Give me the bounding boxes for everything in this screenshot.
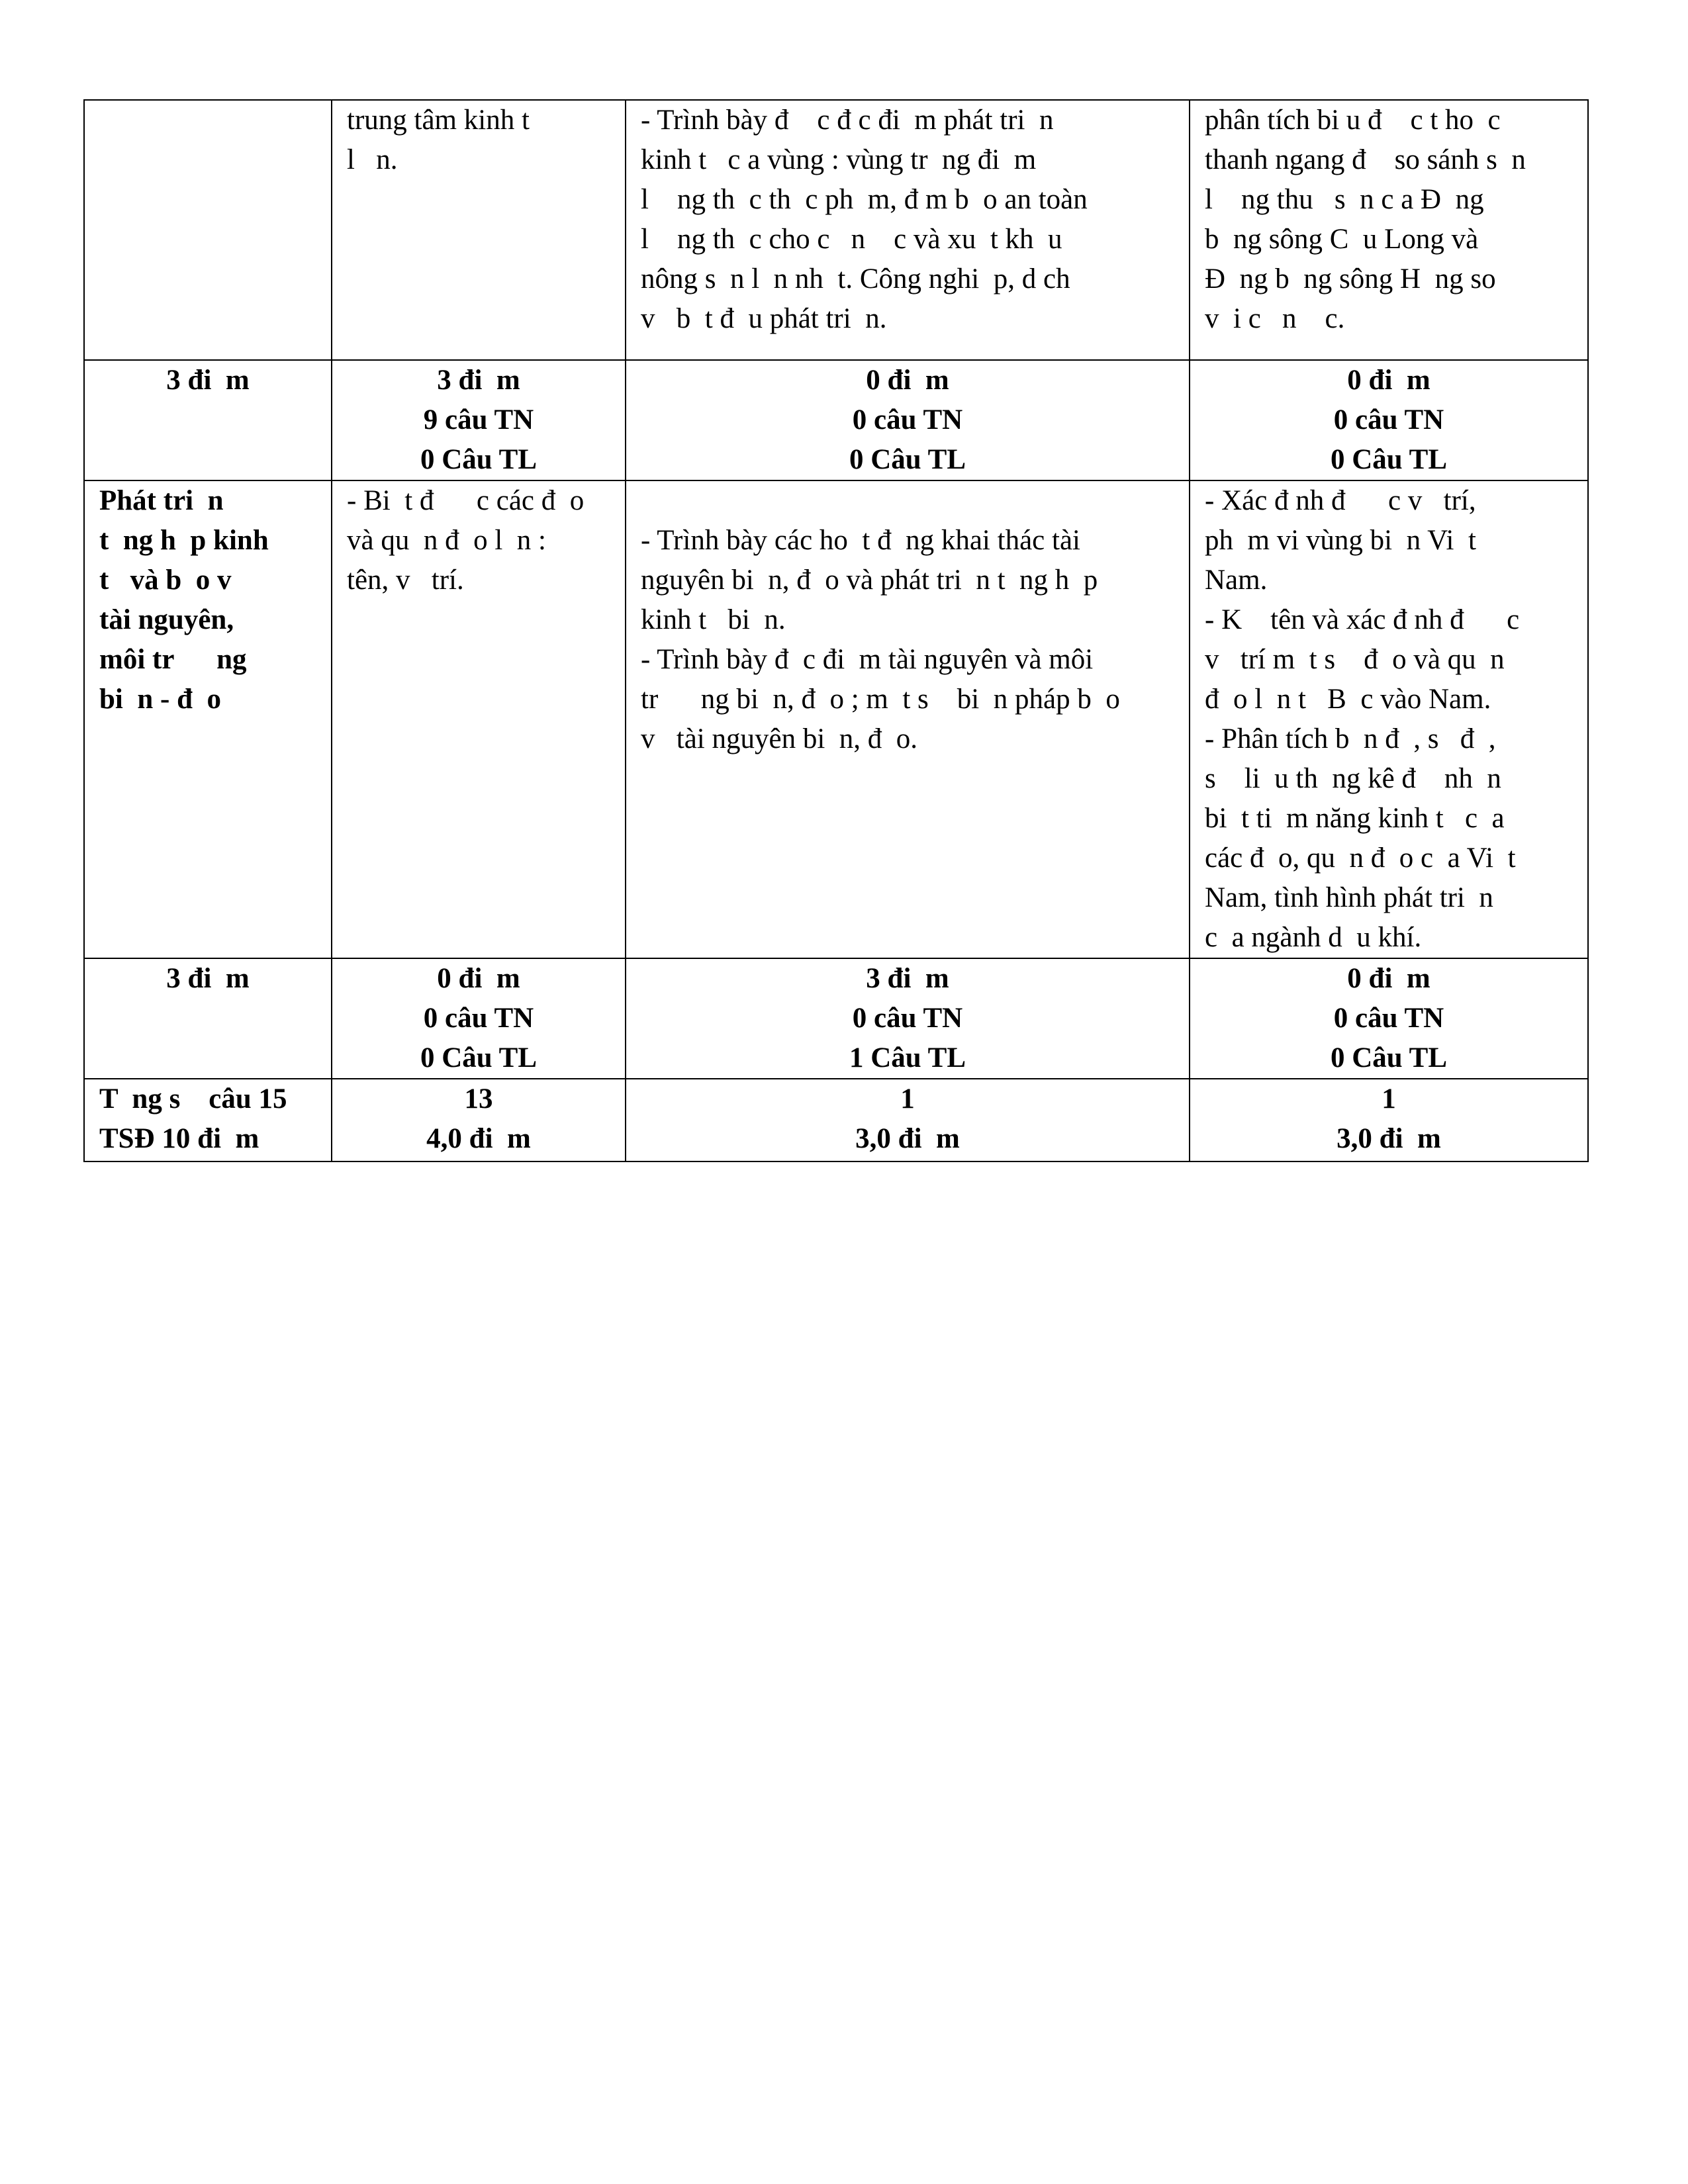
application-points-cell: 0 đi m 0 câu TN 0 Câu TL — [1190, 958, 1588, 1079]
comprehension-cell: - Trình bày các ho t đ ng khai thác tài nguyên bi n, đ o và phát tri n t ng h p kinh t bi n. - Trình bày đ c đi m tài nguyên và môi tr ng bi n, đ o ; m t s bi n pháp b o v tài nguyên bi n, đ o. — [626, 480, 1190, 958]
recognition-cell: - Bi t đ c các đ o và qu n đ o l n : tên, v trí. — [332, 480, 626, 958]
recognition-points-cell: 0 đi m 0 câu TN 0 Câu TL — [332, 958, 626, 1079]
application-total-cell: 1 3,0 đi m — [1190, 1079, 1588, 1161]
application-points-cell: 0 đi m 0 câu TN 0 Câu TL — [1190, 360, 1588, 480]
total-label-cell: T ng s câu 15 TSĐ 10 đi m — [84, 1079, 332, 1161]
application-cell: phân tích bi u đ c t ho c thanh ngang đ so sánh s n l ng thu s n c a Đ ng b ng sông C u Long và Đ ng b ng sông H ng so v i c n c. — [1190, 100, 1588, 360]
topic-points-cell: 3 đi m — [84, 360, 332, 480]
topic-cell: Phát tri n t ng h p kinh t và b o v tài nguyên, môi tr ng bi n - đ o — [84, 480, 332, 958]
table-row — [84, 1079, 1588, 1161]
assessment-matrix-table — [83, 99, 1589, 1162]
recognition-cell: trung tâm kinh t l n. — [332, 100, 626, 360]
table-row — [84, 100, 1588, 360]
comprehension-points-cell: 3 đi m 0 câu TN 1 Câu TL — [626, 958, 1190, 1079]
comprehension-cell: - Trình bày đ c đ c đi m phát tri n kinh t c a vùng : vùng tr ng đi m l ng th c th c ph m, đ m b o an toàn l ng th c cho c n c và xu t kh u nông s n l n nh t. Công nghi p, d ch v b t đ u phát tri n. — [626, 100, 1190, 360]
comprehension-total-cell: 1 3,0 đi m — [626, 1079, 1190, 1161]
table-row — [84, 958, 1588, 1079]
table-row — [84, 360, 1588, 480]
recognition-points-cell: 3 đi m 9 câu TN 0 Câu TL — [332, 360, 626, 480]
topic-points-cell: 3 đi m — [84, 958, 332, 1079]
recognition-total-cell: 13 4,0 đi m — [332, 1079, 626, 1161]
application-cell: - Xác đ nh đ c v trí, ph m vi vùng bi n Vi t Nam. - K tên và xác đ nh đ c v trí m t s đ o và qu n đ o l n t B c vào Nam. - Phân tích b n đ , s đ , s li u th ng kê đ nh n bi t ti m năng kinh t c a các đ o, qu n đ o c a Vi t Nam, tình hình phát tri n c a ngành d u khí. — [1190, 480, 1588, 958]
table-row — [84, 480, 1588, 958]
topic-cell — [84, 100, 332, 360]
comprehension-points-cell: 0 đi m 0 câu TN 0 Câu TL — [626, 360, 1190, 480]
